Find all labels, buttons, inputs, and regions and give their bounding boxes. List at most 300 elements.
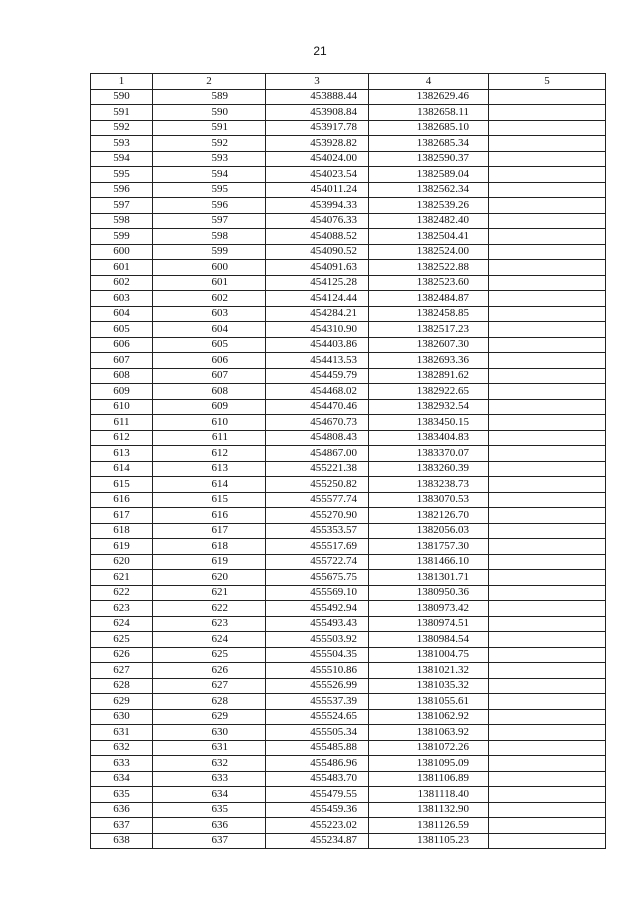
coordinate-x-cell: 455505.34 xyxy=(266,725,369,741)
coordinate-y-cell: 1383450.15 xyxy=(369,415,489,431)
table-row xyxy=(91,446,606,462)
coordinate-y-cell: 1382524.00 xyxy=(369,244,489,260)
coordinate-x-cell: 454088.52 xyxy=(266,229,369,245)
note-cell xyxy=(489,477,606,493)
coordinate-x-cell: 453888.44 xyxy=(266,89,369,105)
note-cell xyxy=(489,151,606,167)
coordinate-x-cell: 455722.74 xyxy=(266,554,369,570)
note-cell xyxy=(489,616,606,632)
previous-point-cell: 589 xyxy=(153,89,266,105)
table-row xyxy=(91,167,606,183)
point-number-cell: 593 xyxy=(91,136,153,152)
previous-point-cell: 593 xyxy=(153,151,266,167)
note-cell xyxy=(489,167,606,183)
previous-point-cell: 592 xyxy=(153,136,266,152)
point-number-cell: 608 xyxy=(91,368,153,384)
coordinate-x-cell: 454090.52 xyxy=(266,244,369,260)
coordinate-y-cell: 1382056.03 xyxy=(369,523,489,539)
previous-point-cell: 627 xyxy=(153,678,266,694)
previous-point-cell: 629 xyxy=(153,709,266,725)
coordinate-x-cell: 454459.79 xyxy=(266,368,369,384)
note-cell xyxy=(489,585,606,601)
note-cell xyxy=(489,725,606,741)
note-cell xyxy=(489,663,606,679)
column-header-1: 1 xyxy=(91,74,153,90)
point-number-cell: 633 xyxy=(91,756,153,772)
coordinate-y-cell: 1382482.40 xyxy=(369,213,489,229)
previous-point-cell: 594 xyxy=(153,167,266,183)
table-row xyxy=(91,616,606,632)
point-number-cell: 624 xyxy=(91,616,153,632)
point-number-cell: 598 xyxy=(91,213,153,229)
point-number-cell: 623 xyxy=(91,601,153,617)
point-number-cell: 638 xyxy=(91,833,153,849)
coordinate-y-cell: 1383370.07 xyxy=(369,446,489,462)
coordinate-x-cell: 454413.53 xyxy=(266,353,369,369)
note-cell xyxy=(489,694,606,710)
coordinate-x-cell: 454670.73 xyxy=(266,415,369,431)
table-row xyxy=(91,306,606,322)
table-row xyxy=(91,632,606,648)
previous-point-cell: 591 xyxy=(153,120,266,136)
coordinate-y-cell: 1383260.39 xyxy=(369,461,489,477)
coordinate-x-cell: 453994.33 xyxy=(266,198,369,214)
coordinate-x-cell: 455270.90 xyxy=(266,508,369,524)
table-row xyxy=(91,337,606,353)
point-number-cell: 617 xyxy=(91,508,153,524)
coordinate-x-cell: 454091.63 xyxy=(266,260,369,276)
point-number-cell: 636 xyxy=(91,802,153,818)
coordinate-x-cell: 455486.96 xyxy=(266,756,369,772)
coordinate-x-cell: 455485.88 xyxy=(266,740,369,756)
coordinate-x-cell: 455223.02 xyxy=(266,818,369,834)
table-row xyxy=(91,709,606,725)
note-cell xyxy=(489,136,606,152)
coordinate-y-cell: 1382589.04 xyxy=(369,167,489,183)
table-row xyxy=(91,601,606,617)
coordinate-y-cell: 1382539.26 xyxy=(369,198,489,214)
note-cell xyxy=(489,508,606,524)
previous-point-cell: 619 xyxy=(153,554,266,570)
previous-point-cell: 601 xyxy=(153,275,266,291)
note-cell xyxy=(489,601,606,617)
note-cell xyxy=(489,399,606,415)
table-row xyxy=(91,244,606,260)
coordinate-y-cell: 1382517.23 xyxy=(369,322,489,338)
note-cell xyxy=(489,120,606,136)
coordinate-x-cell: 455250.82 xyxy=(266,477,369,493)
note-cell xyxy=(489,446,606,462)
table-row xyxy=(91,663,606,679)
table-row xyxy=(91,260,606,276)
coordinate-y-cell: 1381055.61 xyxy=(369,694,489,710)
coordinate-y-cell: 1383404.83 xyxy=(369,430,489,446)
point-number-cell: 618 xyxy=(91,523,153,539)
coordinate-x-cell: 455569.10 xyxy=(266,585,369,601)
page-number: 21 xyxy=(313,44,327,58)
point-number-cell: 613 xyxy=(91,446,153,462)
table-row xyxy=(91,213,606,229)
previous-point-cell: 623 xyxy=(153,616,266,632)
previous-point-cell: 607 xyxy=(153,368,266,384)
table-row xyxy=(91,229,606,245)
coordinate-x-cell: 454024.00 xyxy=(266,151,369,167)
table-row xyxy=(91,756,606,772)
coordinate-y-cell: 1380950.36 xyxy=(369,585,489,601)
point-number-cell: 628 xyxy=(91,678,153,694)
point-number-cell: 600 xyxy=(91,244,153,260)
coordinate-y-cell: 1382590.37 xyxy=(369,151,489,167)
table-row xyxy=(91,182,606,198)
table-row xyxy=(91,570,606,586)
coordinate-y-cell: 1381132.90 xyxy=(369,802,489,818)
point-number-cell: 602 xyxy=(91,275,153,291)
coordinate-x-cell: 455221.38 xyxy=(266,461,369,477)
coordinate-y-cell: 1380974.51 xyxy=(369,616,489,632)
point-number-cell: 596 xyxy=(91,182,153,198)
coordinate-y-cell: 1382562.34 xyxy=(369,182,489,198)
point-number-cell: 603 xyxy=(91,291,153,307)
table-row xyxy=(91,771,606,787)
table-row xyxy=(91,430,606,446)
note-cell xyxy=(489,353,606,369)
previous-point-cell: 600 xyxy=(153,260,266,276)
note-cell xyxy=(489,802,606,818)
coordinate-x-cell: 455510.86 xyxy=(266,663,369,679)
note-cell xyxy=(489,492,606,508)
note-cell xyxy=(489,678,606,694)
coordinate-x-cell: 453908.84 xyxy=(266,105,369,121)
coordinate-x-cell: 455675.75 xyxy=(266,570,369,586)
table-row xyxy=(91,384,606,400)
table-row xyxy=(91,802,606,818)
previous-point-cell: 602 xyxy=(153,291,266,307)
coordinate-y-cell: 1380984.54 xyxy=(369,632,489,648)
coordinate-y-cell: 1381757.30 xyxy=(369,539,489,555)
note-cell xyxy=(489,771,606,787)
point-number-cell: 609 xyxy=(91,384,153,400)
table-row xyxy=(91,136,606,152)
note-cell xyxy=(489,306,606,322)
previous-point-cell: 604 xyxy=(153,322,266,338)
coordinate-y-cell: 1381106.89 xyxy=(369,771,489,787)
table-row xyxy=(91,120,606,136)
table-header-row xyxy=(91,74,606,90)
note-cell xyxy=(489,554,606,570)
previous-point-cell: 611 xyxy=(153,430,266,446)
note-cell xyxy=(489,275,606,291)
point-number-cell: 620 xyxy=(91,554,153,570)
table-row xyxy=(91,291,606,307)
previous-point-cell: 614 xyxy=(153,477,266,493)
table-row xyxy=(91,89,606,105)
coordinate-x-cell: 454470.46 xyxy=(266,399,369,415)
point-number-cell: 594 xyxy=(91,151,153,167)
table-row xyxy=(91,322,606,338)
previous-point-cell: 617 xyxy=(153,523,266,539)
previous-point-cell: 628 xyxy=(153,694,266,710)
previous-point-cell: 605 xyxy=(153,337,266,353)
note-cell xyxy=(489,756,606,772)
note-cell xyxy=(489,368,606,384)
previous-point-cell: 596 xyxy=(153,198,266,214)
coordinate-x-cell: 454023.54 xyxy=(266,167,369,183)
note-cell xyxy=(489,182,606,198)
coordinate-y-cell: 1380973.42 xyxy=(369,601,489,617)
previous-point-cell: 618 xyxy=(153,539,266,555)
previous-point-cell: 622 xyxy=(153,601,266,617)
coordinate-y-cell: 1381301.71 xyxy=(369,570,489,586)
coordinate-y-cell: 1382891.62 xyxy=(369,368,489,384)
coordinate-x-cell: 454125.28 xyxy=(266,275,369,291)
coordinate-x-cell: 454468.02 xyxy=(266,384,369,400)
coordinate-y-cell: 1382126.70 xyxy=(369,508,489,524)
previous-point-cell: 615 xyxy=(153,492,266,508)
note-cell xyxy=(489,632,606,648)
coordinate-x-cell: 453917.78 xyxy=(266,120,369,136)
table-row xyxy=(91,787,606,803)
note-cell xyxy=(489,244,606,260)
note-cell xyxy=(489,260,606,276)
point-number-cell: 627 xyxy=(91,663,153,679)
note-cell xyxy=(489,461,606,477)
coordinate-y-cell: 1383070.53 xyxy=(369,492,489,508)
coordinate-y-cell: 1382522.88 xyxy=(369,260,489,276)
coordinate-y-cell: 1381095.09 xyxy=(369,756,489,772)
table-row xyxy=(91,678,606,694)
point-number-cell: 626 xyxy=(91,647,153,663)
point-number-cell: 625 xyxy=(91,632,153,648)
coordinate-x-cell: 455459.36 xyxy=(266,802,369,818)
column-header-4: 4 xyxy=(369,74,489,90)
point-number-cell: 616 xyxy=(91,492,153,508)
point-number-cell: 615 xyxy=(91,477,153,493)
previous-point-cell: 621 xyxy=(153,585,266,601)
coordinate-y-cell: 1381021.32 xyxy=(369,663,489,679)
table-row xyxy=(91,105,606,121)
table-row xyxy=(91,492,606,508)
coordinate-x-cell: 454124.44 xyxy=(266,291,369,307)
previous-point-cell: 630 xyxy=(153,725,266,741)
coordinate-y-cell: 1382484.87 xyxy=(369,291,489,307)
coordinate-y-cell: 1381062.92 xyxy=(369,709,489,725)
note-cell xyxy=(489,198,606,214)
coordinate-y-cell: 1382523.60 xyxy=(369,275,489,291)
coordinate-x-cell: 455526.99 xyxy=(266,678,369,694)
point-number-cell: 634 xyxy=(91,771,153,787)
point-number-cell: 592 xyxy=(91,120,153,136)
note-cell xyxy=(489,818,606,834)
coordinate-y-cell: 1381063.92 xyxy=(369,725,489,741)
table-row xyxy=(91,818,606,834)
note-cell xyxy=(489,570,606,586)
previous-point-cell: 634 xyxy=(153,787,266,803)
table-row xyxy=(91,647,606,663)
coordinate-x-cell: 455577.74 xyxy=(266,492,369,508)
table-row xyxy=(91,694,606,710)
point-number-cell: 597 xyxy=(91,198,153,214)
previous-point-cell: 624 xyxy=(153,632,266,648)
previous-point-cell: 633 xyxy=(153,771,266,787)
coordinate-x-cell: 454284.21 xyxy=(266,306,369,322)
note-cell xyxy=(489,740,606,756)
previous-point-cell: 609 xyxy=(153,399,266,415)
table-row xyxy=(91,740,606,756)
coordinate-y-cell: 1382685.10 xyxy=(369,120,489,136)
table-row xyxy=(91,415,606,431)
point-number-cell: 610 xyxy=(91,399,153,415)
point-number-cell: 591 xyxy=(91,105,153,121)
point-number-cell: 629 xyxy=(91,694,153,710)
point-number-cell: 630 xyxy=(91,709,153,725)
point-number-cell: 607 xyxy=(91,353,153,369)
column-header-5: 5 xyxy=(489,74,606,90)
table-row xyxy=(91,198,606,214)
coordinate-x-cell: 454310.90 xyxy=(266,322,369,338)
previous-point-cell: 597 xyxy=(153,213,266,229)
coordinate-x-cell: 454867.00 xyxy=(266,446,369,462)
coordinate-y-cell: 1382922.65 xyxy=(369,384,489,400)
coordinate-y-cell: 1382658.11 xyxy=(369,105,489,121)
coordinate-y-cell: 1381105.23 xyxy=(369,833,489,849)
note-cell xyxy=(489,384,606,400)
table-row xyxy=(91,353,606,369)
note-cell xyxy=(489,539,606,555)
note-cell xyxy=(489,415,606,431)
point-number-cell: 635 xyxy=(91,787,153,803)
point-number-cell: 619 xyxy=(91,539,153,555)
coordinate-x-cell: 454403.86 xyxy=(266,337,369,353)
table-row xyxy=(91,554,606,570)
column-header-3: 3 xyxy=(266,74,369,90)
coordinate-x-cell: 455517.69 xyxy=(266,539,369,555)
coordinate-x-cell: 455492.94 xyxy=(266,601,369,617)
table-row xyxy=(91,508,606,524)
coordinate-x-cell: 454011.24 xyxy=(266,182,369,198)
point-number-cell: 611 xyxy=(91,415,153,431)
note-cell xyxy=(489,291,606,307)
note-cell xyxy=(489,430,606,446)
coordinate-x-cell: 453928.82 xyxy=(266,136,369,152)
point-number-cell: 601 xyxy=(91,260,153,276)
note-cell xyxy=(489,709,606,725)
point-number-cell: 595 xyxy=(91,167,153,183)
note-cell xyxy=(489,229,606,245)
coordinate-y-cell: 1382458.85 xyxy=(369,306,489,322)
note-cell xyxy=(489,647,606,663)
point-number-cell: 622 xyxy=(91,585,153,601)
previous-point-cell: 637 xyxy=(153,833,266,849)
coordinate-x-cell: 455524.65 xyxy=(266,709,369,725)
note-cell xyxy=(489,322,606,338)
previous-point-cell: 625 xyxy=(153,647,266,663)
coordinate-x-cell: 455503.92 xyxy=(266,632,369,648)
note-cell xyxy=(489,213,606,229)
point-number-cell: 612 xyxy=(91,430,153,446)
table-row xyxy=(91,539,606,555)
point-number-cell: 614 xyxy=(91,461,153,477)
previous-point-cell: 598 xyxy=(153,229,266,245)
table-row xyxy=(91,477,606,493)
coordinate-y-cell: 1383238.73 xyxy=(369,477,489,493)
coordinate-x-cell: 455483.70 xyxy=(266,771,369,787)
coordinate-y-cell: 1382693.36 xyxy=(369,353,489,369)
column-header-2: 2 xyxy=(153,74,266,90)
coordinate-y-cell: 1382504.41 xyxy=(369,229,489,245)
note-cell xyxy=(489,89,606,105)
coordinate-x-cell: 454076.33 xyxy=(266,213,369,229)
table-row xyxy=(91,461,606,477)
table-row xyxy=(91,833,606,849)
previous-point-cell: 603 xyxy=(153,306,266,322)
previous-point-cell: 595 xyxy=(153,182,266,198)
previous-point-cell: 599 xyxy=(153,244,266,260)
point-number-cell: 590 xyxy=(91,89,153,105)
previous-point-cell: 626 xyxy=(153,663,266,679)
note-cell xyxy=(489,833,606,849)
point-number-cell: 637 xyxy=(91,818,153,834)
coordinate-y-cell: 1382607.30 xyxy=(369,337,489,353)
coordinate-x-cell: 455479.55 xyxy=(266,787,369,803)
note-cell xyxy=(489,523,606,539)
previous-point-cell: 636 xyxy=(153,818,266,834)
previous-point-cell: 620 xyxy=(153,570,266,586)
coordinate-x-cell: 455353.57 xyxy=(266,523,369,539)
coordinate-y-cell: 1382932.54 xyxy=(369,399,489,415)
point-number-cell: 606 xyxy=(91,337,153,353)
previous-point-cell: 613 xyxy=(153,461,266,477)
point-number-cell: 631 xyxy=(91,725,153,741)
table-row xyxy=(91,523,606,539)
previous-point-cell: 616 xyxy=(153,508,266,524)
previous-point-cell: 612 xyxy=(153,446,266,462)
coordinates-table xyxy=(90,73,606,849)
coordinate-y-cell: 1381466.10 xyxy=(369,554,489,570)
table-row xyxy=(91,725,606,741)
coordinate-x-cell: 455493.43 xyxy=(266,616,369,632)
table-row xyxy=(91,275,606,291)
previous-point-cell: 632 xyxy=(153,756,266,772)
coordinate-y-cell: 1381072.26 xyxy=(369,740,489,756)
coordinate-y-cell: 1381126.59 xyxy=(369,818,489,834)
point-number-cell: 605 xyxy=(91,322,153,338)
note-cell xyxy=(489,337,606,353)
table-body xyxy=(91,89,606,849)
coordinate-y-cell: 1382629.46 xyxy=(369,89,489,105)
point-number-cell: 632 xyxy=(91,740,153,756)
previous-point-cell: 606 xyxy=(153,353,266,369)
coordinate-x-cell: 455504.35 xyxy=(266,647,369,663)
coordinate-y-cell: 1381035.32 xyxy=(369,678,489,694)
previous-point-cell: 590 xyxy=(153,105,266,121)
point-number-cell: 599 xyxy=(91,229,153,245)
coordinate-y-cell: 1381118.40 xyxy=(369,787,489,803)
table-row xyxy=(91,399,606,415)
table-row xyxy=(91,151,606,167)
previous-point-cell: 635 xyxy=(153,802,266,818)
previous-point-cell: 610 xyxy=(153,415,266,431)
note-cell xyxy=(489,787,606,803)
point-number-cell: 604 xyxy=(91,306,153,322)
coordinate-x-cell: 455234.87 xyxy=(266,833,369,849)
coordinate-y-cell: 1382685.34 xyxy=(369,136,489,152)
note-cell xyxy=(489,105,606,121)
table-row xyxy=(91,585,606,601)
previous-point-cell: 631 xyxy=(153,740,266,756)
coordinate-x-cell: 454808.43 xyxy=(266,430,369,446)
coordinate-x-cell: 455537.39 xyxy=(266,694,369,710)
point-number-cell: 621 xyxy=(91,570,153,586)
